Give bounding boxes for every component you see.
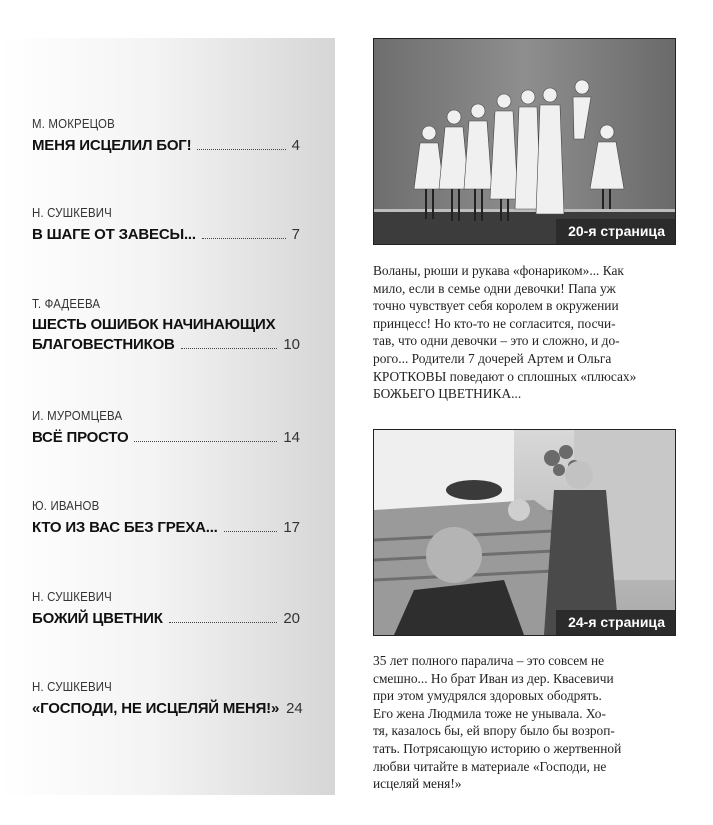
toc-title-continued[interactable]: БЛАГОВЕСТНИКОВ bbox=[32, 336, 175, 353]
caption-line: смешно... Но брат Иван из дер. Квасевичи bbox=[373, 670, 614, 686]
toc-page-number: 7 bbox=[291, 226, 300, 243]
toc-page-number: 20 bbox=[283, 610, 300, 627]
toc-leader-dots bbox=[202, 237, 286, 239]
toc-author: Н. СУШКЕВИЧ bbox=[32, 205, 112, 220]
toc-page-number: 24 bbox=[286, 700, 303, 717]
toc-entry[interactable] bbox=[32, 408, 300, 446]
toc-author: Т. ФАДЕЕВА bbox=[32, 296, 101, 311]
caption-line: Его жена Людмила тоже не унывала. Хо- bbox=[373, 705, 606, 721]
toc-entry[interactable] bbox=[32, 589, 300, 627]
caption-line: любви читайте в материале «Господи, не bbox=[373, 758, 607, 774]
toc-title[interactable]: ШЕСТЬ ОШИБОК НАЧИНАЮЩИХ bbox=[32, 316, 276, 333]
toc-title[interactable]: КТО ИЗ ВАС БЕЗ ГРЕХА... bbox=[32, 519, 218, 536]
toc-entry[interactable] bbox=[32, 205, 300, 243]
toc-author: И. МУРОМЦЕВА bbox=[32, 408, 123, 423]
caption-line: при этом умудрялся здоровых ободрять. bbox=[373, 688, 602, 704]
toc-page-number: 4 bbox=[291, 137, 300, 154]
toc-leader-dots bbox=[181, 347, 278, 349]
toc-author: Ю. ИВАНОВ bbox=[32, 498, 100, 513]
toc-page-number: 14 bbox=[283, 429, 300, 446]
toc-title[interactable]: БОЖИЙ ЦВЕТНИК bbox=[32, 610, 163, 627]
toc-title[interactable]: «ГОСПОДИ, НЕ ИСЦЕЛЯЙ МЕНЯ!» bbox=[32, 700, 280, 717]
family-photo-image bbox=[374, 39, 675, 244]
caption-line: точно чувствует себя королем в окружении bbox=[373, 298, 619, 314]
toc-leader-dots bbox=[224, 530, 278, 532]
page-reference-badge[interactable]: 20-я страница bbox=[556, 219, 675, 244]
toc-author: М. МОКРЕЦОВ bbox=[32, 116, 115, 131]
caption-line: 35 лет полного паралича – это совсем не bbox=[373, 653, 605, 668]
page-reference-badge[interactable]: 24-я страница bbox=[556, 610, 675, 635]
caption-line: тать. Потрясающую историю о жертвенной bbox=[373, 740, 622, 756]
caption-line: мило, если в семье одни девочки! Папа уж bbox=[373, 280, 616, 296]
caption-line: Воланы, рюши и рукава «фонариком»... Как bbox=[373, 263, 624, 278]
caption-line: КРОТКОВЫ поведают о сплошных «плюсах» bbox=[373, 368, 637, 384]
toc-title[interactable]: МЕНЯ ИСЦЕЛИЛ БОГ! bbox=[32, 137, 192, 154]
table-of-contents-panel bbox=[0, 38, 335, 795]
toc-page-number: 17 bbox=[283, 519, 300, 536]
toc-entry[interactable] bbox=[32, 679, 303, 717]
toc-author: Н. СУШКЕВИЧ bbox=[32, 589, 112, 604]
couple-photo-image bbox=[374, 430, 675, 635]
caption-line: БОЖЬЕГО ЦВЕТНИКА... bbox=[373, 386, 522, 402]
family-photo-caption bbox=[373, 262, 676, 403]
toc-leader-dots bbox=[197, 148, 285, 150]
toc-leader-dots bbox=[134, 440, 277, 442]
toc-entry[interactable] bbox=[32, 116, 300, 154]
toc-entry[interactable] bbox=[32, 498, 300, 536]
caption-line: тав, что одни девочки – это и сложно, и до- bbox=[373, 333, 620, 349]
couple-photo bbox=[373, 429, 676, 636]
caption-line: исцеляй меня!» bbox=[373, 776, 462, 792]
toc-title[interactable]: В ШАГЕ ОТ ЗАВЕСЫ... bbox=[32, 226, 196, 243]
toc-leader-dots bbox=[169, 621, 278, 623]
caption-line: рого... Родители 7 дочерей Артем и Ольга bbox=[373, 350, 612, 366]
toc-entry[interactable] bbox=[32, 296, 300, 353]
family-photo bbox=[373, 38, 676, 245]
caption-line: тя, казалось бы, ей впору было бы возроп- bbox=[373, 723, 615, 739]
caption-line: принцесс! Но кто-то не согласится, посчи- bbox=[373, 315, 616, 331]
toc-author: Н. СУШКЕВИЧ bbox=[32, 679, 112, 694]
toc-title[interactable]: ВСЁ ПРОСТО bbox=[32, 429, 129, 446]
couple-photo-caption bbox=[373, 652, 676, 793]
toc-page-number: 10 bbox=[283, 336, 300, 353]
